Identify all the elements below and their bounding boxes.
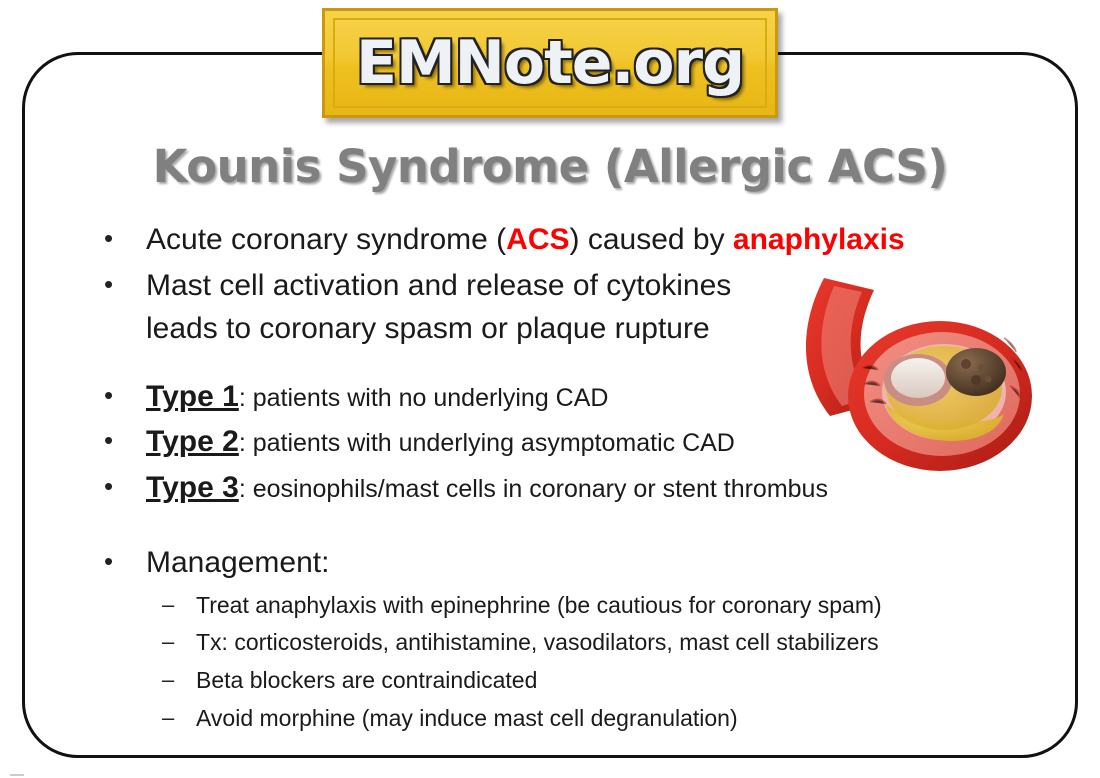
bullet-text-acs: ACS — [506, 223, 570, 256]
list-item — [104, 218, 1004, 262]
bullet-marker: • — [104, 470, 114, 501]
type-2-desc: : patients with underlying asymptomatic CAD — [238, 429, 735, 457]
sub-list-item — [104, 700, 1004, 737]
type-3-label: Type 3 — [146, 470, 239, 504]
management-heading-row — [104, 541, 1004, 585]
artery-lumen — [891, 358, 945, 398]
type-1-label: Type 1 — [146, 379, 239, 413]
sub-list-item — [104, 662, 1004, 699]
bullet-marker: • — [104, 546, 114, 576]
bullet-content: Mast cell activation and release of cytokines leads to coronary spasm or plaque rupture — [146, 268, 732, 345]
type-2-label: Type 2 — [146, 425, 239, 458]
bullet-marker: • — [104, 268, 114, 299]
bullet-text-anaphylaxis: anaphylaxis — [732, 223, 905, 256]
bullet-text-part: ) caused by — [569, 223, 733, 256]
bullet-marker: • — [104, 223, 114, 253]
bullet-content — [146, 218, 1004, 262]
bullet-marker: • — [104, 379, 114, 410]
bullet-marker: • — [104, 425, 114, 455]
spacer — [104, 511, 1004, 541]
emnote-logo-banner — [322, 8, 778, 118]
management-item-text: Tx: corticosteroids, antihistamine, vasodilators, mast cell stabilizers — [196, 629, 879, 656]
bullet-text-part: Acute coronary syndrome ( — [146, 223, 507, 256]
management-item-text: Avoid morphine (may induce mast cell degranulation) — [196, 704, 738, 731]
thrombus — [946, 348, 1006, 396]
sub-list-item — [104, 587, 1004, 624]
sub-list-item — [104, 624, 1004, 661]
corner-tick — [10, 774, 24, 776]
management-item-text: Treat anaphylaxis with epinephrine (be cautious for coronary spam) — [196, 591, 882, 618]
logo-text: EMNote.org — [355, 28, 745, 98]
type-1-desc: : patients with no underlying CAD — [238, 383, 609, 412]
management-item-text: Beta blockers are contraindicated — [196, 667, 538, 694]
dash-marker: – — [162, 704, 175, 730]
type-3-desc: : eosinophils/mast cells in coronary or stent thrombus — [238, 474, 828, 503]
management-heading: Management: — [146, 546, 330, 579]
dash-marker: – — [162, 667, 175, 693]
dash-marker: – — [162, 629, 175, 655]
dash-marker: – — [162, 591, 175, 617]
artery-illustration — [790, 276, 1060, 491]
page-title: Kounis Syndrome (Allergic ACS) — [152, 140, 948, 193]
